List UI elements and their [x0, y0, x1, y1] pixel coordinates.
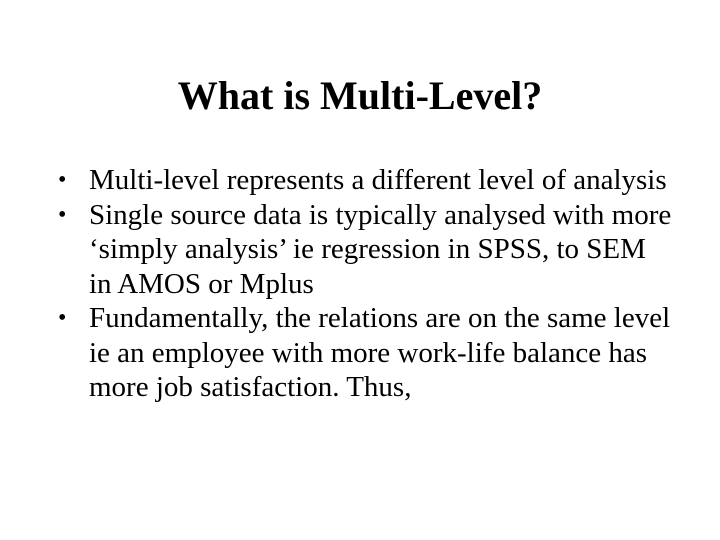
- bullet-list: [54, 163, 674, 405]
- bullet-item: [54, 301, 674, 405]
- bullet-marker: •: [58, 201, 67, 228]
- bullet-marker: •: [58, 167, 67, 193]
- slide-title: What is Multi-Level?: [177, 73, 543, 118]
- bullet-text: Single source data is typically analysed with more ‘simply analysis’ ie regression in SPSS, to SEM in AMOS or Mplus: [89, 198, 672, 300]
- bullet-marker: •: [58, 305, 67, 331]
- bullet-item: [54, 198, 674, 302]
- bullet-item: [54, 163, 674, 198]
- bullet-text: Multi-level represents a different level of analysis: [89, 164, 667, 196]
- bullet-text: Fundamentally, the relations are on the same level ie an employee with more work-life balance has more job satisfaction. Thus,: [89, 302, 671, 403]
